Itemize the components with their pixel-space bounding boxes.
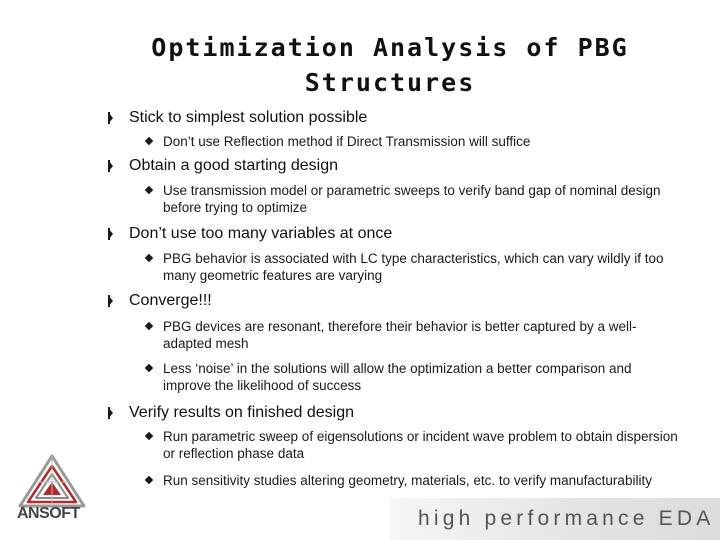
bullet-text: Stick to simplest solution possible [129,109,368,126]
bullet-text: Don’t use too many variables at once [129,225,393,242]
sub-bullet-text: Don’t use Reflection method if Direct Transmission will suffice [163,134,531,149]
diamond-bullet-icon [145,476,153,484]
diamond-bullet-icon [145,186,153,194]
sub-bullet-text: PBG behavior is associated with LC type characteristics, which can vary wildly if too many geometric features are varying [163,251,664,283]
diamond-bullet-icon [145,322,153,330]
sub-bullet-text: Less ‘noise’ in the solutions will allow the optimization a better comparison and improve the likelihood of success [163,361,632,393]
sub-bullet-text: Run sensitivity studies altering geometry, materials, etc. to verify manufacturability [163,473,652,488]
bullet-text: Obtain a good starting design [129,157,339,174]
slide-title-line-1: Optimization Analysis of PBG [151,33,629,62]
bullet-marker-icon [108,160,113,172]
bullet-marker-icon [108,112,113,124]
diamond-bullet-icon [145,137,153,145]
footer-tagline: high performance EDA [418,507,715,530]
sub-bullet-text: PBG devices are resonant, therefore their behavior is better captured by a well-adapted mesh [163,319,637,351]
diamond-bullet-icon [145,364,153,372]
bullet-marker-icon [108,295,113,307]
bullet-text: Converge!!! [129,292,212,309]
sub-bullet-text: Run parametric sweep of eigensolutions or incident wave problem to obtain dispersion or reflection phase data [163,429,678,461]
diamond-bullet-icon [145,254,153,262]
sub-bullet-text: Use transmission model or parametric sweeps to verify band gap of nominal design before trying to optimize [163,183,661,215]
bullet-marker-icon [108,228,113,240]
slide-title [110,30,670,100]
bullet-text: Verify results on finished design [129,404,355,421]
ansoft-logo-text: ANSOFT [17,505,80,522]
slide-title-line-2: Structures [304,68,476,97]
diamond-bullet-icon [145,432,153,440]
bullet-marker-icon [108,407,113,419]
